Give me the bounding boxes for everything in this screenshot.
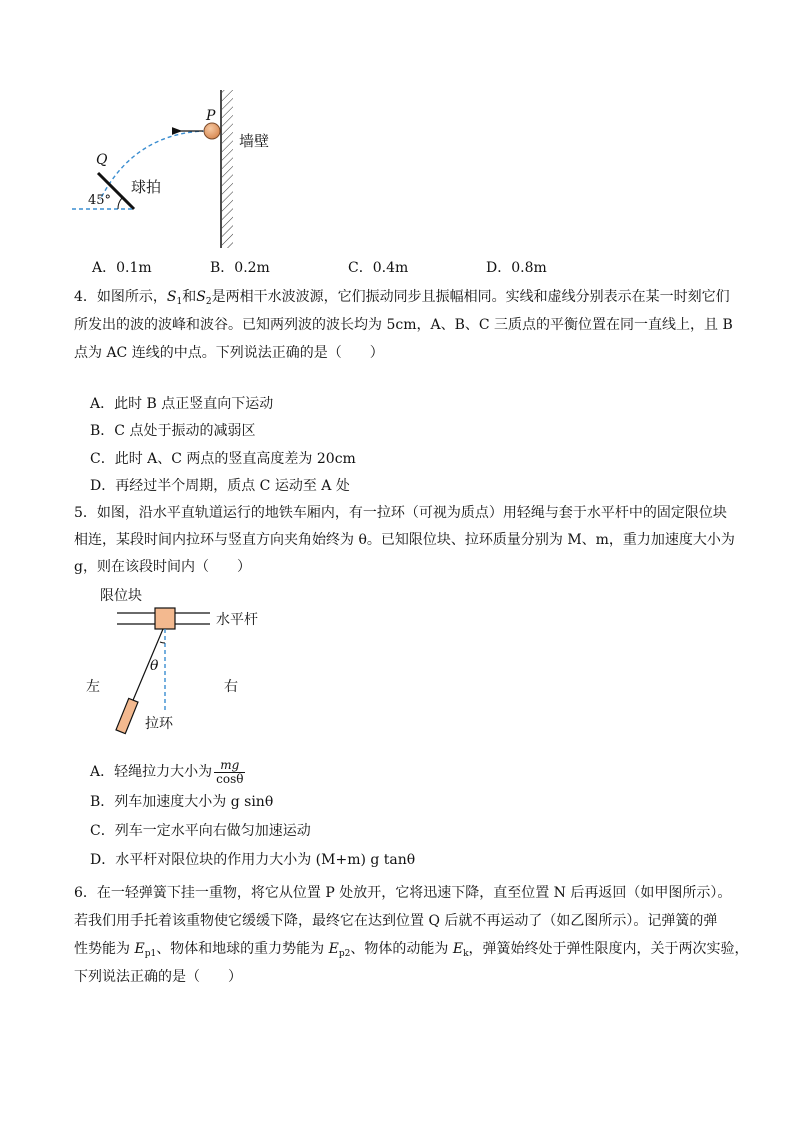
- label-block: 限位块: [100, 588, 142, 604]
- label-45: 45°: [88, 193, 112, 208]
- tension-fraction: $\frac{mg}{\cos\theta}$: [216, 757, 244, 786]
- q5-option-b: B．列车加速度大小为 g sinθ: [90, 794, 274, 810]
- limit-block: [155, 608, 175, 629]
- label-racket: 球拍: [131, 178, 162, 196]
- q4-option-b: B．C 点处于振动的减弱区: [90, 423, 256, 439]
- q5-line-2: 相连，某段时间内拉环与竖直方向夹角始终为 θ。已知限位块、拉环质量分别为 M、m，重力加速度大小为: [74, 532, 735, 548]
- q6-line-4: 下列说法正确的是（ ）: [74, 969, 242, 985]
- q6-line-3: 性势能为 $E_{p1}$、物体和地球的重力势能为 $E_{p2}$、物体的动能为 $E_k$，弹簧始终处于弹性限度内，关于两次实验，: [74, 941, 749, 959]
- theta-arc: [160, 642, 165, 643]
- q5-option-c: C．列车一定水平向右做匀加速运动: [90, 823, 311, 839]
- q4-option-c: C．此时 A、C 两点的竖直高度差为 20cm: [90, 451, 356, 467]
- label-rod: 水平杆: [216, 612, 258, 628]
- q3-option-a: A．0.1m: [92, 260, 152, 276]
- q4-option-d: D．再经过半个周期，质点 C 运动至 A 处: [90, 478, 350, 494]
- q3-option-d: D．0.8m: [486, 260, 547, 276]
- q5-option-a: A．轻绳拉力大小为 $\frac{mg}{\cos\theta}$: [90, 757, 244, 786]
- q6-line-2: 若我们用手托着该重物使它缓缓下降，最终它在达到位置 Q 后就不再运动了（如乙图所示）。记弹簧的弹: [74, 913, 718, 929]
- q4-line-1: 4．如图所示，$S_1$和$S_2$是两相干水波波源，它们振动同步且振幅相同。实线和虚线分别表示在某一时刻它们: [74, 289, 730, 307]
- q3-option-c: C．0.4m: [348, 260, 409, 276]
- label-p: P: [206, 108, 216, 124]
- q4-line-2: 所发出的波的波峰和波谷。已知两列波的波长均为 5cm，A、B、C 三质点的平衡位置在同一直线上，且 B: [74, 317, 733, 333]
- q5-line-3: g，则在该段时间内（ ）: [74, 559, 251, 575]
- label-theta: θ: [150, 658, 159, 674]
- q5-option-d: D．水平杆对限位块的作用力大小为 (M+m) g tanθ: [90, 852, 416, 868]
- label-q: Q: [96, 152, 108, 168]
- q3-option-b: B．0.2m: [210, 260, 270, 276]
- label-left: 左: [86, 679, 100, 695]
- pull-ring: [116, 698, 138, 733]
- q4-option-a: A．此时 B 点正竖直向下运动: [90, 396, 274, 412]
- label-wall: 墙壁: [239, 132, 270, 150]
- q4-line-3: 点为 AC 连线的中点。下列说法正确的是（ ）: [74, 345, 384, 361]
- label-ring: 拉环: [145, 716, 173, 732]
- q6-line-1: 6．在一轻弹簧下挂一重物，将它从位置 P 处放开，它将迅速下降，直至位置 N 后再返回（如甲图所示）。: [74, 885, 732, 901]
- label-right: 右: [224, 679, 238, 695]
- q5-line-1: 5．如图，沿水平直轨道运行的地铁车厢内，有一拉环（可视为质点）用轻绳与套于水平杆中的固定限位块: [74, 505, 727, 521]
